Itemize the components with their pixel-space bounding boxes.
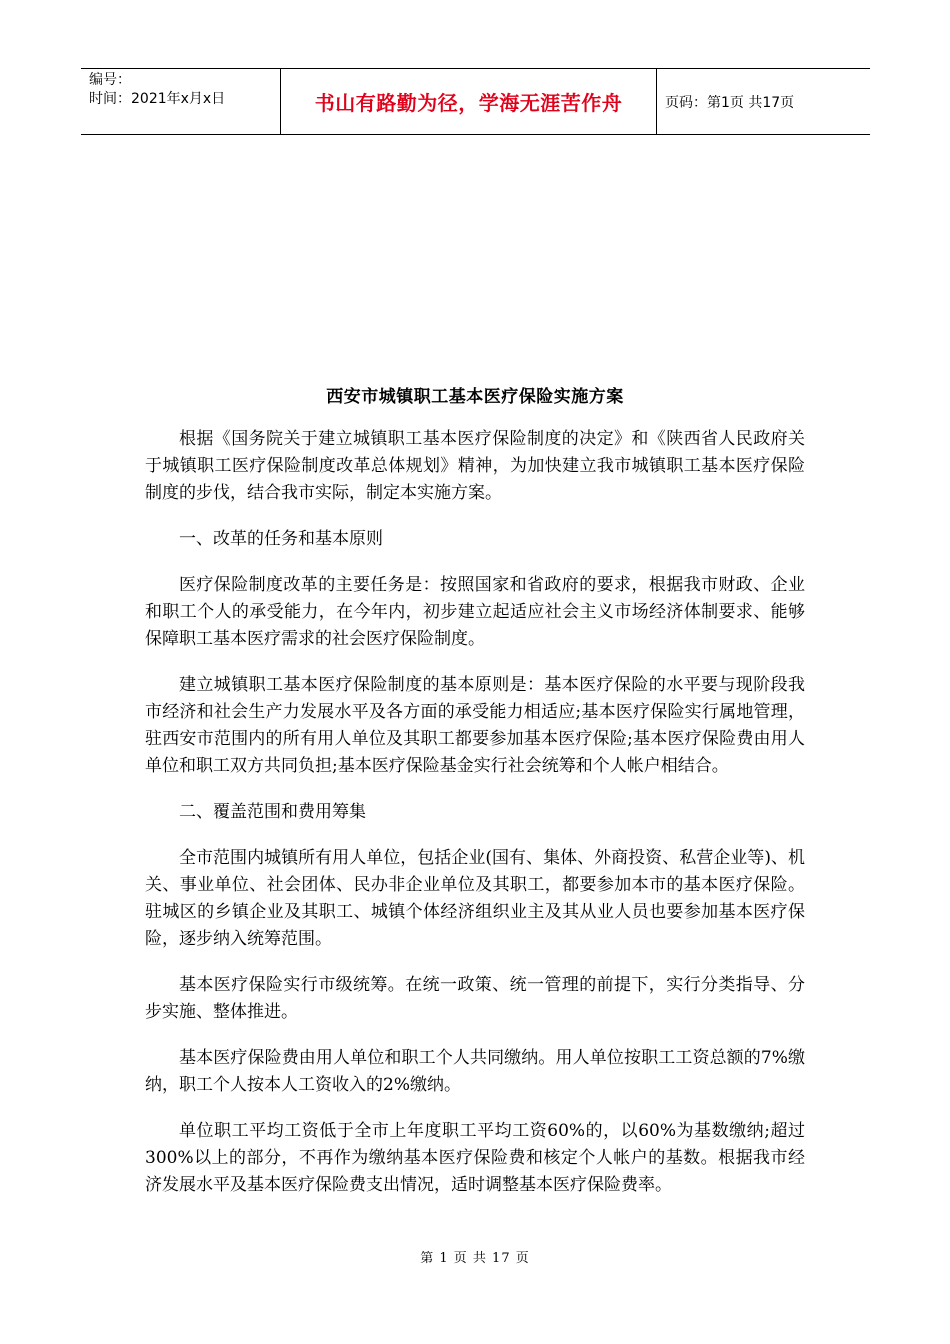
- document-date: 时间：2021年x月x日: [89, 91, 226, 107]
- header-page-info: 页码：第1页 共17页: [665, 94, 795, 111]
- document-body: [145, 426, 805, 1218]
- header-meta-cell: [81, 69, 281, 134]
- paragraph: 基本医疗保险实行市级统筹。在统一政策、统一管理的前提下，实行分类指导、分步实施、整体推进。: [145, 975, 805, 1022]
- paragraph: 医疗保险制度改革的主要任务是：按照国家和省政府的要求，根据我市财政、企业和职工个人的承受能力，在今年内，初步建立起适应社会主义市场经济体制要求、能够保障职工基本医疗需求的社会医疗保险制度。: [145, 575, 805, 649]
- paragraph-intro: 根据《国务院关于建立城镇职工基本医疗保险制度的决定》和《陕西省人民政府关于城镇职工医疗保险制度改革总体规划》精神，为加快建立我市城镇职工基本医疗保险制度的步伐，结合我市实际，制定本实施方案。: [145, 429, 805, 503]
- paragraph: 建立城镇职工基本医疗保险制度的基本原则是：基本医疗保险的水平要与现阶段我市经济和社会生产力发展水平及各方面的承受能力相适应;基本医疗保险实行属地管理，驻西安市范围内的所有用人单位及其职工都要参加基本医疗保险;基本医疗保险费由用人单位和职工双方共同负担;基本医疗保险基金实行社会统筹和个人帐户相结合。: [145, 675, 805, 776]
- header-motto: 书山有路勤为径，学海无涯苦作舟: [281, 69, 657, 134]
- paragraph: 全市范围内城镇所有用人单位，包括企业(国有、集体、外商投资、私营企业等)、机关、事业单位、社会团体、民办非企业单位及其职工，都要参加本市的基本医疗保险。驻城区的乡镇企业及其职工、城镇个体经济组织业主及其从业人员也要参加基本医疗保险，逐步纳入统筹范围。: [145, 848, 805, 949]
- section-heading-2: 二、覆盖范围和费用筹集: [179, 802, 366, 822]
- paragraph: 基本医疗保险费由用人单位和职工个人共同缴纳。用人单位按职工工资总额的7%缴纳，职工个人按本人工资收入的2%缴纳。: [145, 1048, 805, 1095]
- paragraph: 单位职工平均工资低于全市上年度职工平均工资60%的，以60%为基数缴纳;超过300%以上的部分，不再作为缴纳基本医疗保险费和核定个人帐户的基数。根据我市经济发展水平及基本医疗保险费支出情况，适时调整基本医疗保险费率。: [145, 1121, 805, 1195]
- document-number-label: 编号：: [89, 72, 131, 88]
- document-title: 西安市城镇职工基本医疗保险实施方案: [326, 387, 624, 407]
- page-footer: 第 1 页 共 17 页: [420, 1251, 530, 1266]
- page-header: [81, 68, 870, 135]
- section-heading-1: 一、改革的任务和基本原则: [179, 529, 383, 549]
